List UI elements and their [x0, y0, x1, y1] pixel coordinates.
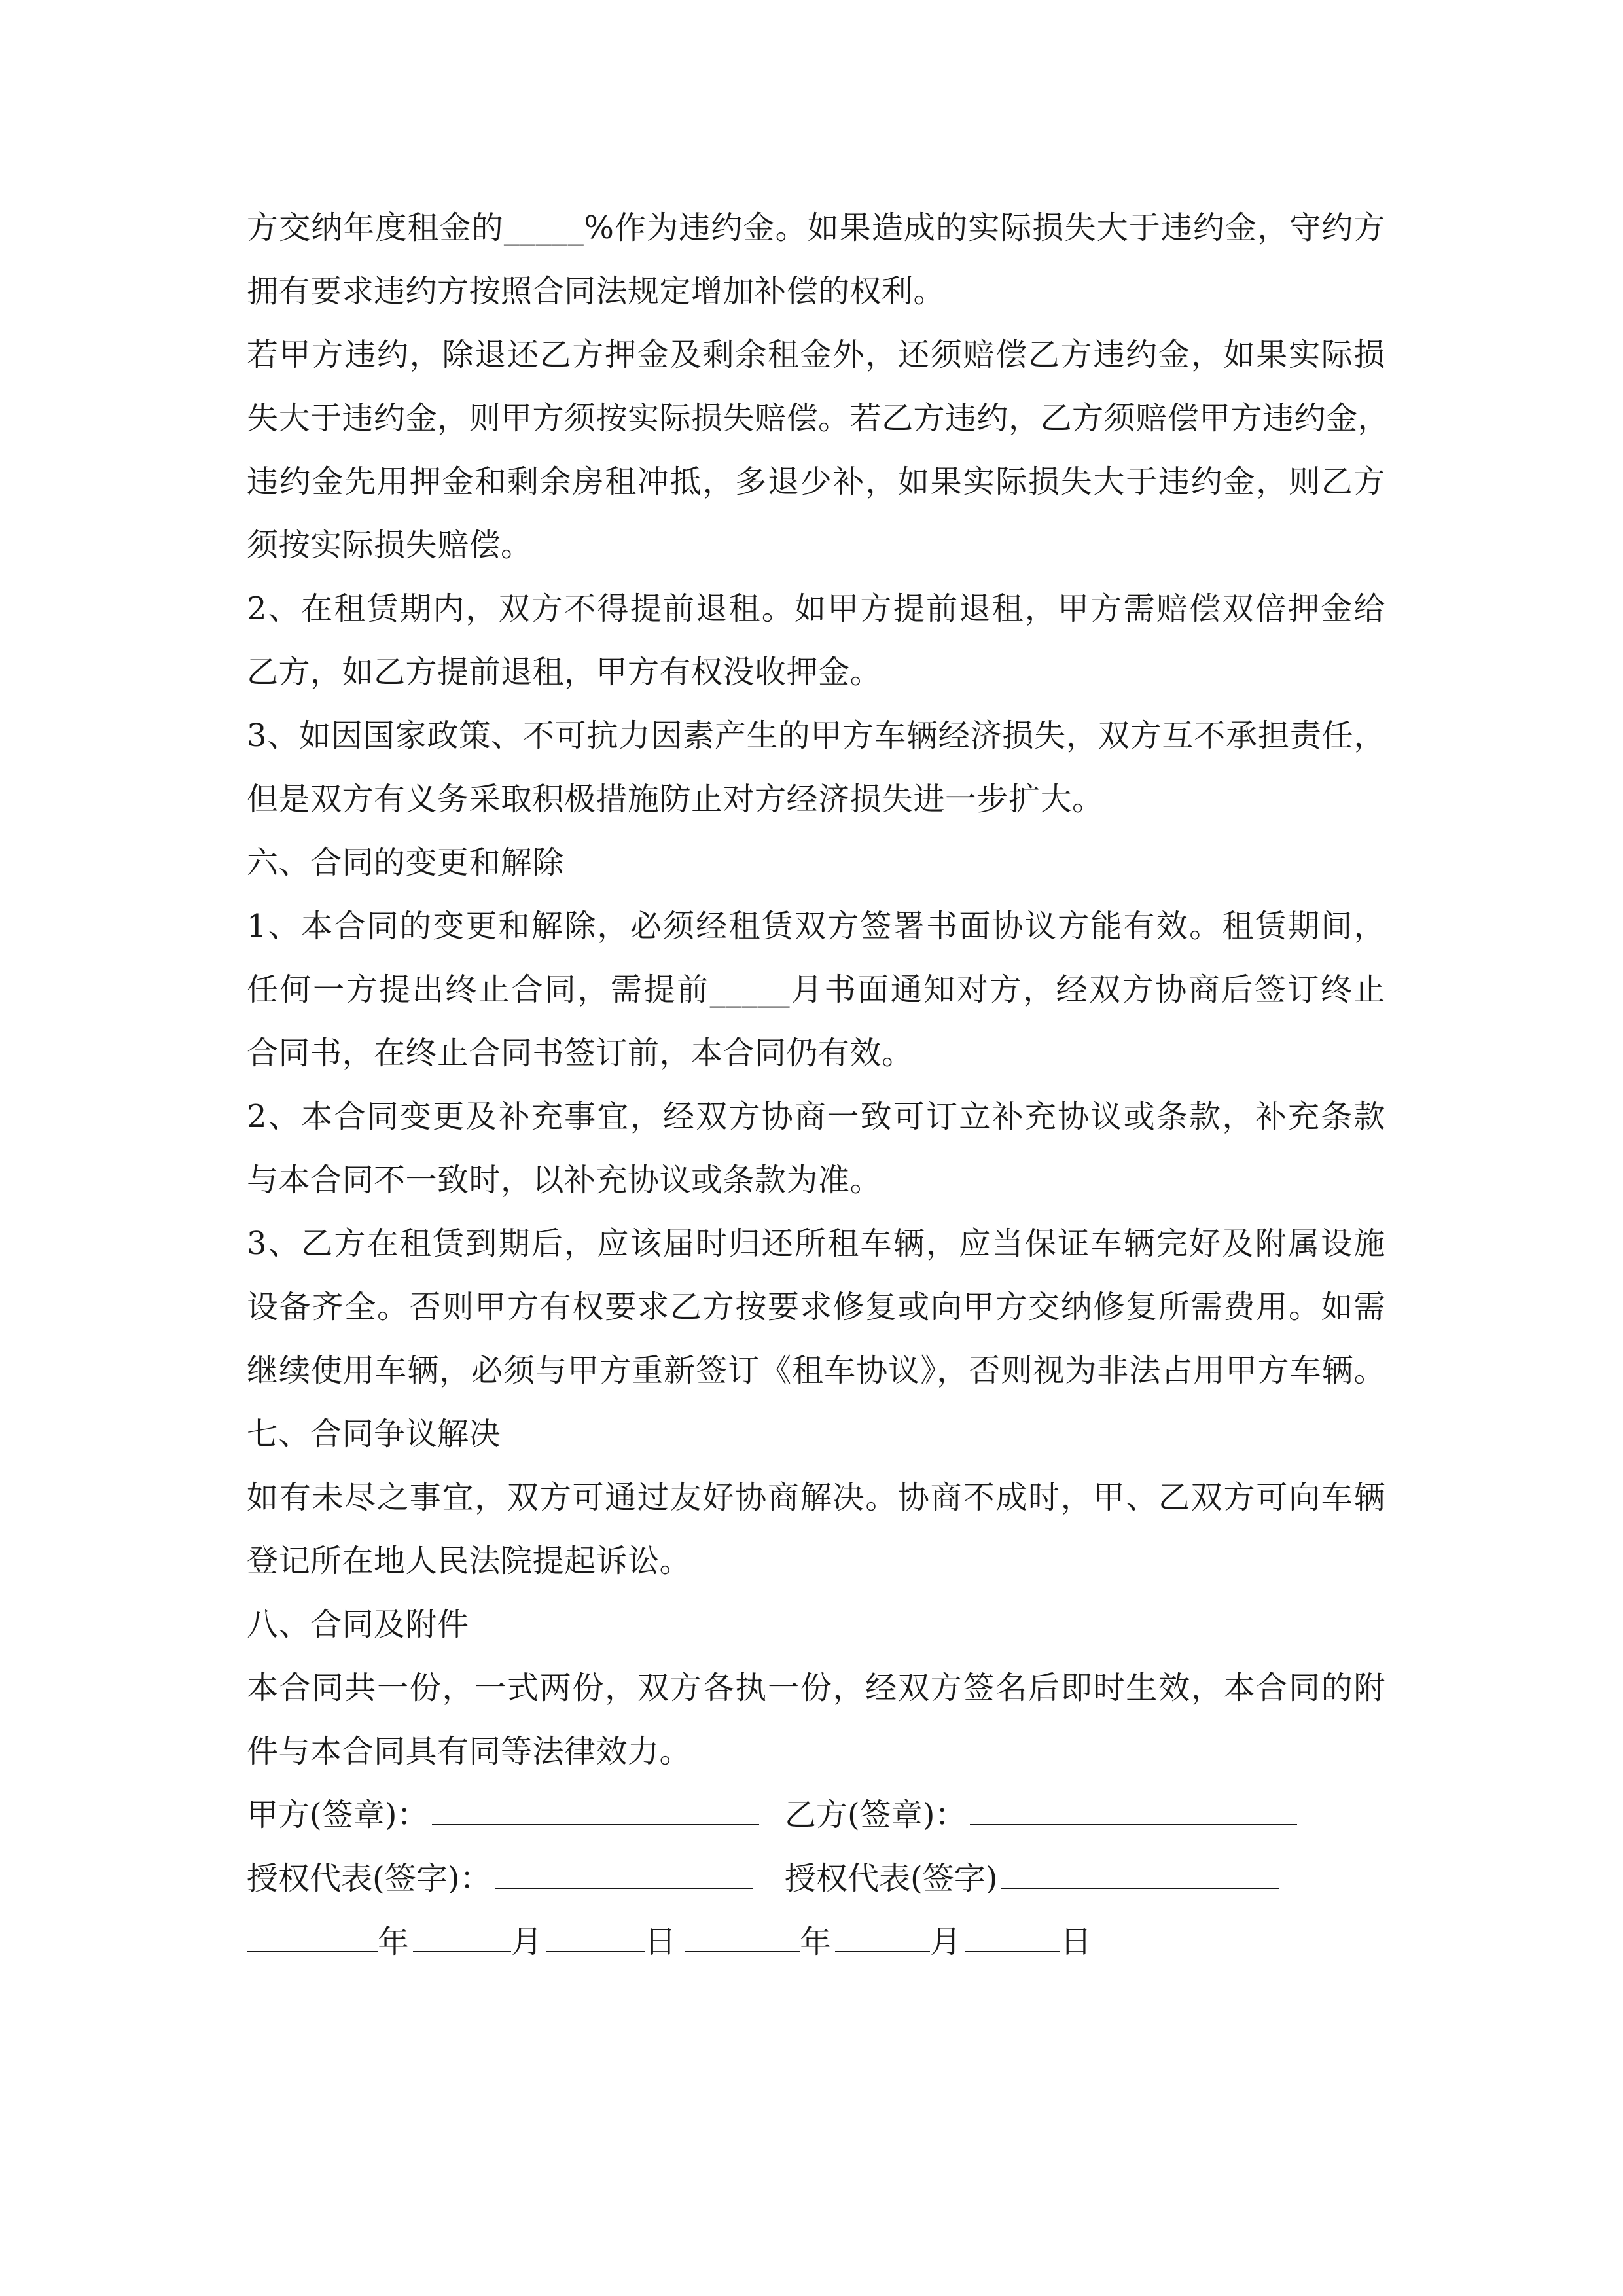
date-a-year-label: 年: [378, 1924, 410, 1960]
rep-b-label: 授权代表(签字): [785, 1860, 998, 1897]
date-b-day-line[interactable]: [965, 1917, 1060, 1952]
signature-row-representatives: [247, 1847, 1385, 1910]
signature-row-dates: [247, 1910, 1385, 1974]
paragraph-line: 件与本合同具有同等法律效力。: [247, 1733, 692, 1770]
paragraph-line: 如有未尽之事宜，双方可通过友好协商解决。协商不成时，甲、乙双方可向车辆: [247, 1479, 1385, 1516]
paragraph-line: 失大于违约金，则甲方须按实际损失赔偿。若乙方违约，乙方须赔偿甲方违约金，: [247, 400, 1390, 437]
paragraph-line: 违约金先用押金和剩余房租冲抵，多退少补，如果实际损失大于违约金，则乙方: [247, 463, 1385, 500]
paragraph-line: 若甲方违约，除退还乙方押金及剩余租金外，还须赔偿乙方违约金，如果实际损: [247, 336, 1385, 373]
paragraph-line: 2、在租赁期内，双方不得提前退租。如甲方提前退租，甲方需赔偿双倍押金给: [247, 590, 1385, 627]
paragraph-line: 2、本合同变更及补充事宜，经双方协商一致可订立补充协议或条款，补充条款: [247, 1098, 1385, 1135]
paragraph-line: 与本合同不一致时，以补充协议或条款为准。: [247, 1162, 882, 1198]
rep-b-signature: [785, 1847, 1279, 1910]
rep-a-signature: [247, 1847, 753, 1910]
paragraph-line: 本合同共一份，一式两份，双方各执一份，经双方签名后即时生效，本合同的附: [247, 1670, 1385, 1706]
signature-row-parties: [247, 1784, 1385, 1847]
date-b-month-line[interactable]: [835, 1917, 930, 1952]
party-a-label: 甲方(签章)：: [247, 1797, 429, 1833]
paragraph-line: 乙方，如乙方提前退租，甲方有权没收押金。: [247, 654, 882, 691]
party-b-label: 乙方(签章)：: [785, 1797, 967, 1833]
paragraph-line: 任何一方提出终止合同，需提前_____月书面通知对方，经双方协商后签订终止: [247, 971, 1385, 1008]
section-heading: 六、合同的变更和解除: [247, 844, 565, 881]
contract-page: [247, 196, 1390, 1974]
paragraph-line: 但是双方有义务采取积极措施防止对方经济损失进一步扩大。: [247, 781, 1104, 817]
rep-a-signature-line[interactable]: [495, 1854, 753, 1889]
section-heading: 七、合同争议解决: [247, 1416, 501, 1452]
date-b-year-line[interactable]: [685, 1917, 800, 1952]
paragraph-line: 拥有要求违约方按照合同法规定增加补偿的权利。: [247, 273, 946, 310]
party-a-signature-line[interactable]: [432, 1790, 759, 1825]
rep-b-signature-line[interactable]: [1001, 1854, 1279, 1889]
date-a-year-line[interactable]: [247, 1917, 378, 1952]
paragraph-line: 3、如因国家政策、不可抗力因素产生的甲方车辆经济损失，双方互不承担责任，: [247, 717, 1385, 754]
paragraph-line: 须按实际损失赔偿。: [247, 527, 533, 564]
party-b-signature-line[interactable]: [970, 1790, 1297, 1825]
rep-a-label: 授权代表(签字)：: [247, 1860, 491, 1897]
paragraph-line: 设备齐全。否则甲方有权要求乙方按要求修复或向甲方交纳修复所需费用。如需: [247, 1289, 1385, 1325]
date-a-month-label: 月: [511, 1924, 543, 1960]
date-b-month-label: 月: [930, 1924, 962, 1960]
party-a-signature: [247, 1784, 759, 1847]
date-b: [685, 1910, 1092, 1974]
date-b-day-label: 日: [1060, 1924, 1092, 1960]
section-heading: 八、合同及附件: [247, 1606, 469, 1643]
date-a-day-label: 日: [645, 1924, 677, 1960]
party-b-signature: [785, 1784, 1297, 1847]
date-a-month-line[interactable]: [413, 1917, 511, 1952]
date-b-year-label: 年: [800, 1924, 832, 1960]
date-a-day-line[interactable]: [546, 1917, 645, 1952]
paragraph-line: 登记所在地人民法院提起诉讼。: [247, 1543, 692, 1579]
paragraph-line: 1、本合同的变更和解除，必须经租赁双方签署书面协议方能有效。租赁期间，: [247, 908, 1385, 944]
paragraph-line: 合同书，在终止合同书签订前，本合同仍有效。: [247, 1035, 914, 1071]
paragraph-line: 继续使用车辆，必须与甲方重新签订《租车协议》，否则视为非法占用甲方车辆。: [247, 1352, 1385, 1389]
date-a: [247, 1910, 676, 1974]
paragraph-line: 3、乙方在租赁到期后，应该届时归还所租车辆，应当保证车辆完好及附属设施: [247, 1225, 1385, 1262]
paragraph-line: 方交纳年度租金的_____%作为违约金。如果造成的实际损失大于违约金，守约方: [247, 209, 1385, 246]
